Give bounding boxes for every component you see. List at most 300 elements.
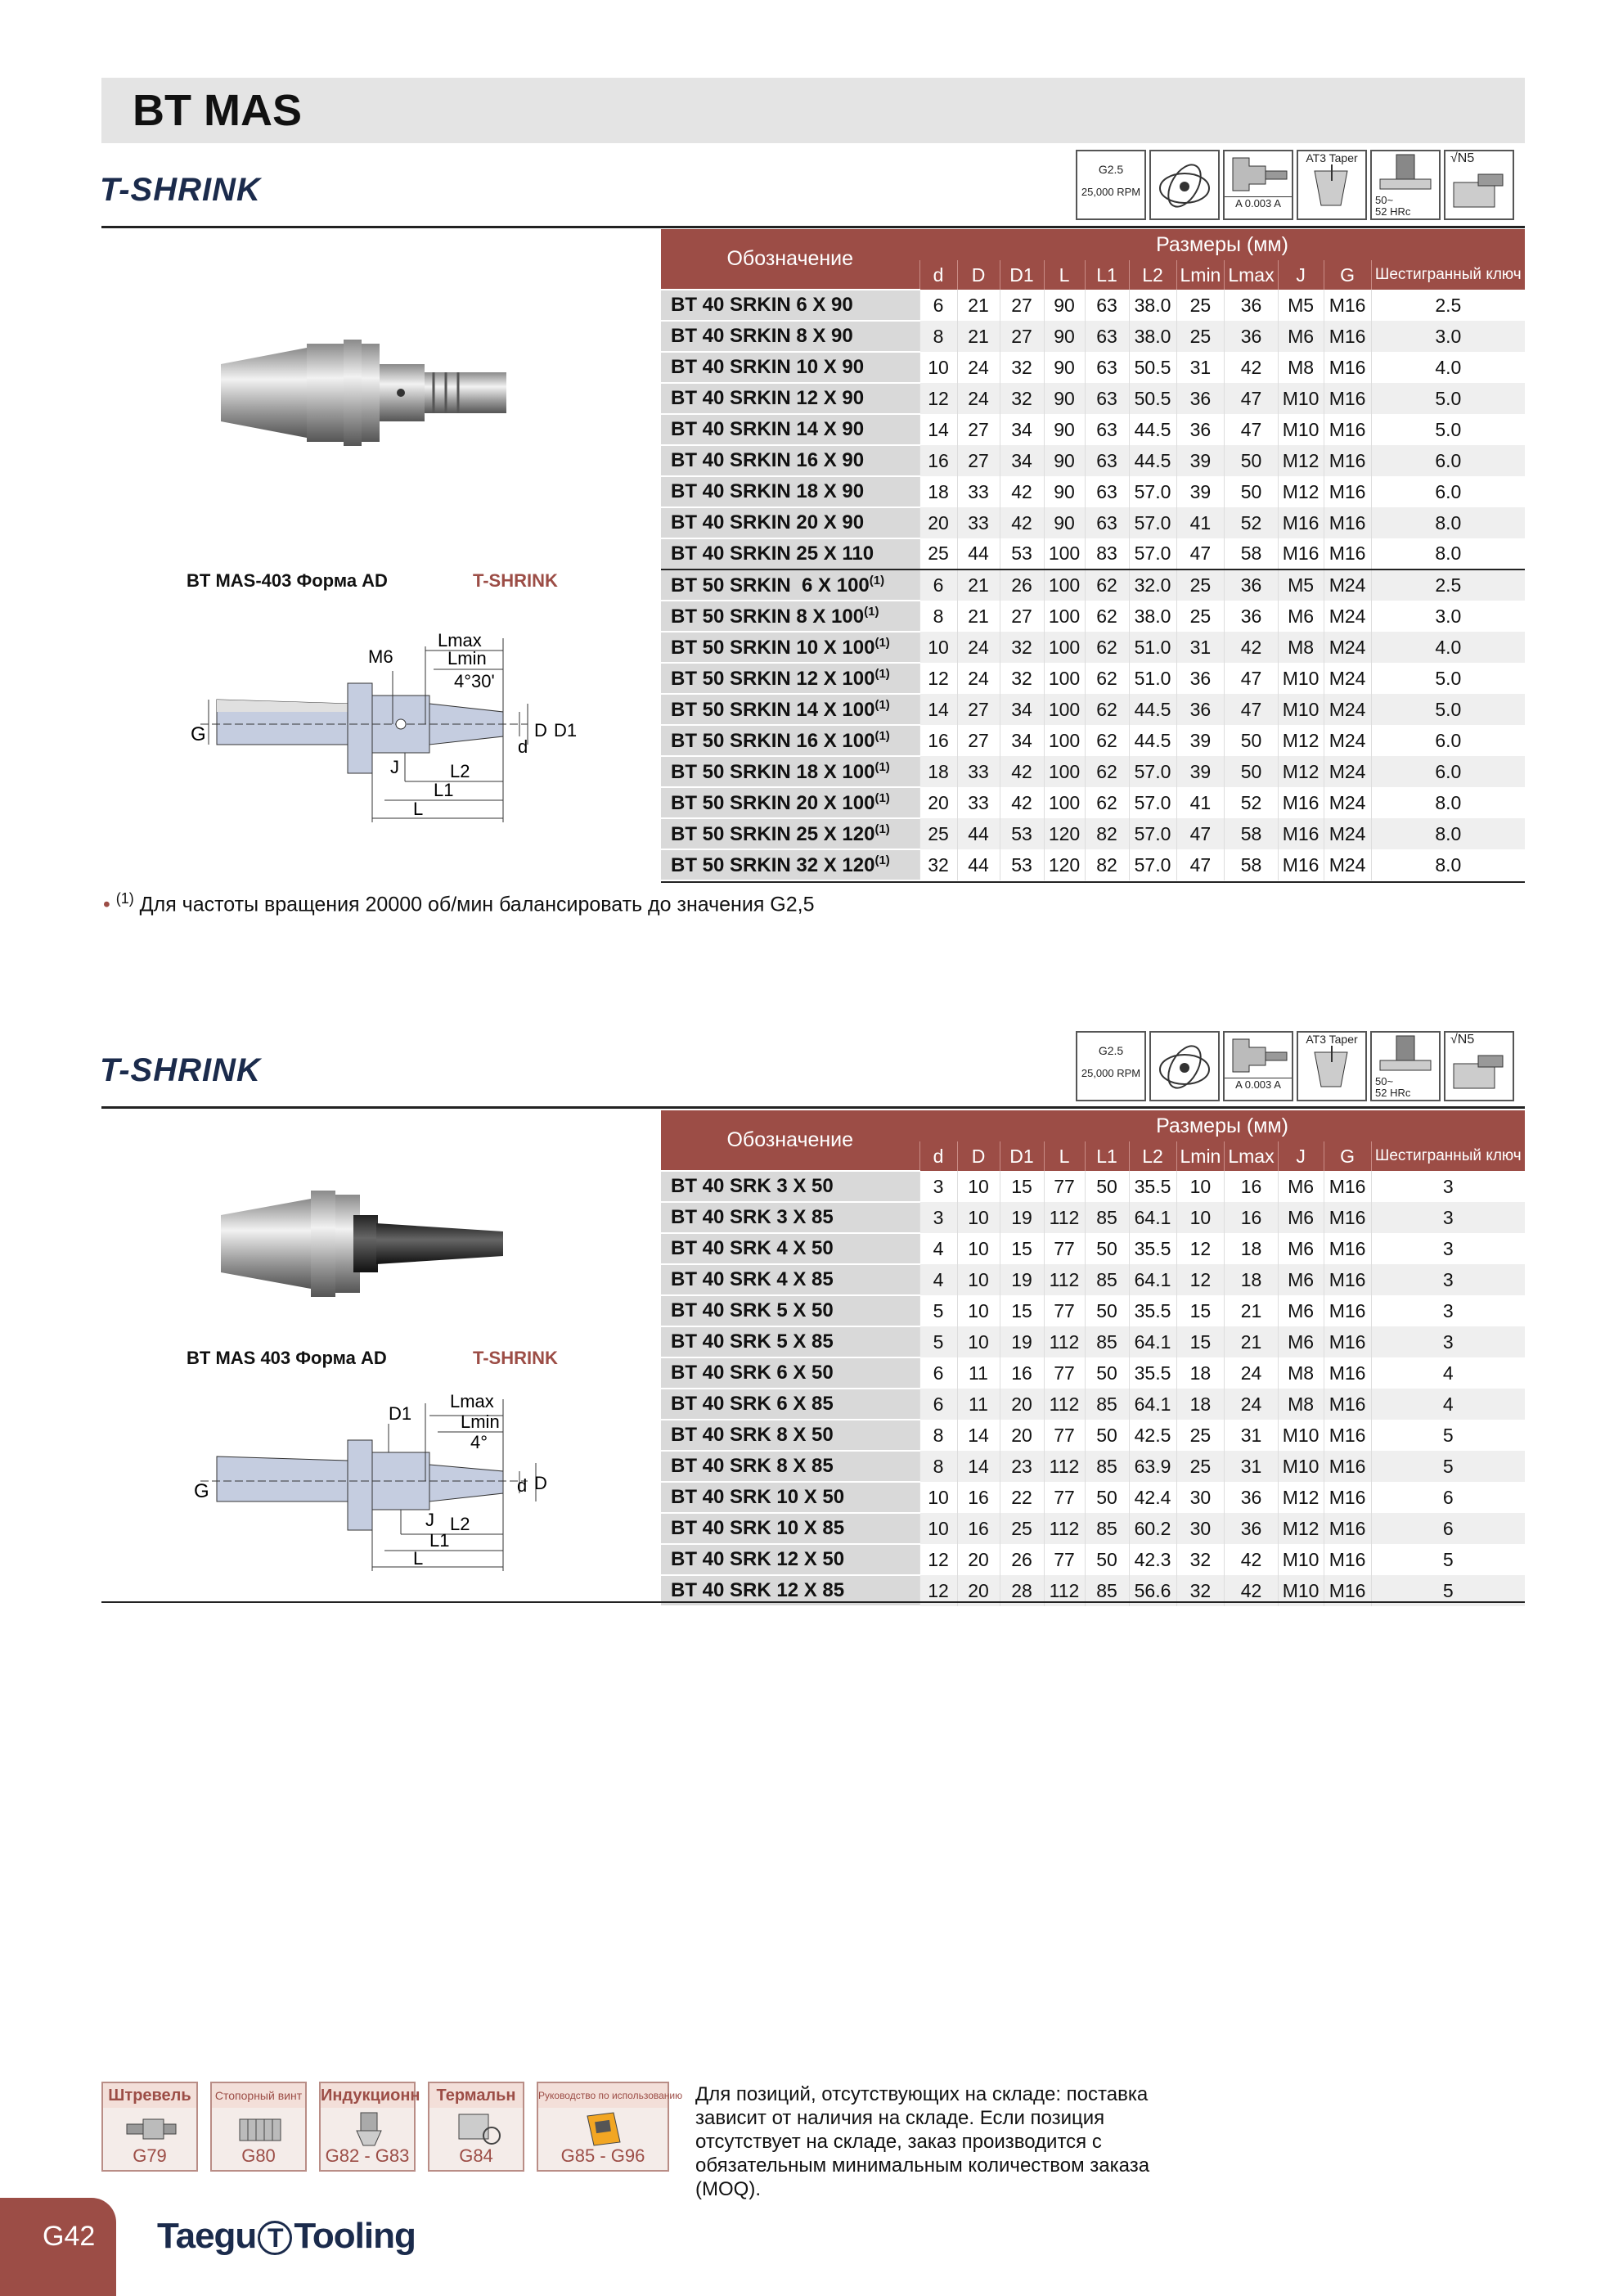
table-cell: 64.1 (1129, 1264, 1176, 1295)
table-cell: M6 (1278, 321, 1324, 352)
table-cell: 12 (1176, 1264, 1225, 1295)
table-cell: 42.3 (1129, 1544, 1176, 1575)
balance-rpm: 25,000 RPM (1081, 186, 1141, 198)
balance-grade-2: G2.5 (1098, 1044, 1124, 1057)
table-cell: 77 (1044, 1544, 1085, 1575)
table-cell: 4 (919, 1233, 957, 1264)
table-cell: 90 (1044, 414, 1085, 445)
table-cell: M16 (1324, 507, 1371, 538)
table-cell: 120 (1044, 849, 1085, 880)
table-cell: M16 (1324, 1202, 1371, 1233)
dim-d: D (534, 720, 547, 741)
table-cell: 4.0 (1371, 352, 1525, 383)
dim2-g: G (194, 1480, 209, 1502)
table-cell: 100 (1044, 538, 1085, 569)
table-cell: M6 (1278, 1171, 1324, 1202)
table-cell: 10 (1176, 1202, 1225, 1233)
table-cell: M16 (1324, 1264, 1371, 1295)
table-cell: M16 (1324, 383, 1371, 414)
column-header: D1 (1000, 260, 1044, 290)
table-cell: M24 (1324, 725, 1371, 756)
hardness-label: 50~ 52 HRc (1375, 194, 1411, 218)
item-name: BT 50 SRKIN 12 X 100 (671, 667, 875, 690)
table-cell: M10 (1278, 1575, 1324, 1606)
column-header: G (1324, 260, 1371, 290)
table-cell: 12 (919, 1575, 957, 1606)
table-cell: 112 (1044, 1202, 1085, 1233)
brand-label-1: T-SHRINK (473, 570, 558, 591)
table-cell: 10 (919, 1482, 957, 1513)
item-designation (661, 663, 919, 694)
table-row (661, 1420, 1525, 1451)
table-cell: M8 (1278, 352, 1324, 383)
table-cell: 85 (1085, 1451, 1129, 1482)
column-header: D1 (1000, 1141, 1044, 1171)
column-header: d (919, 1141, 957, 1171)
brand-logo-2: T-SHRINK (100, 1052, 261, 1088)
table-cell: 20 (1000, 1420, 1044, 1451)
item-designation (661, 1389, 919, 1420)
table-row (661, 1544, 1525, 1575)
item-designation (661, 321, 919, 352)
spec-table-2 (661, 1110, 1525, 1607)
table-cell: 15 (1000, 1171, 1044, 1202)
item-designation (661, 1171, 919, 1202)
table-cell: 16 (919, 445, 957, 476)
item-designation (661, 1420, 919, 1451)
spec-table-1 (661, 229, 1525, 881)
table-cell: 32 (1000, 383, 1044, 414)
table-cell: 15 (1176, 1295, 1225, 1326)
table-cell: 36 (1225, 601, 1278, 632)
table-cell: 120 (1044, 818, 1085, 849)
balance-icon (1076, 150, 1146, 220)
table-cell: 39 (1176, 445, 1225, 476)
dim2-d1: D1 (389, 1403, 412, 1424)
item-name: BT 40 SRK 6 X 50 (671, 1362, 834, 1384)
table-cell: 112 (1044, 1326, 1085, 1357)
table-cell: 64.1 (1129, 1202, 1176, 1233)
dim2-l: L (413, 1548, 424, 1569)
table-cell: 31 (1225, 1451, 1278, 1482)
table-row (661, 476, 1525, 507)
table-cell: 53 (1000, 538, 1044, 569)
table-cell: 52 (1225, 507, 1278, 538)
table-row (661, 383, 1525, 414)
table-row (661, 725, 1525, 756)
table-cell: 8 (919, 1420, 957, 1451)
table-cell: 36 (1225, 1482, 1278, 1513)
gyro-balance-icon-2 (1149, 1031, 1220, 1101)
company-logo (157, 2216, 416, 2257)
table-cell: 5 (1371, 1575, 1525, 1606)
table-cell: 39 (1176, 476, 1225, 507)
item-designation (661, 756, 919, 787)
table-cell: 60.2 (1129, 1513, 1176, 1544)
item-name: BT 40 SRK 6 X 85 (671, 1393, 834, 1415)
table-cell: 12 (1176, 1233, 1225, 1264)
table-cell: M10 (1278, 383, 1324, 414)
item-name: BT 50 SRKIN 14 X 100 (671, 698, 875, 721)
pull-stud-icon (123, 2113, 180, 2145)
table-cell: 47 (1225, 694, 1278, 725)
table-cell: 112 (1044, 1513, 1085, 1544)
table-cell: 58 (1225, 818, 1278, 849)
table-cell: 90 (1044, 507, 1085, 538)
table-cell: M16 (1324, 1171, 1371, 1202)
item-name: BT 50 SRKIN 18 X 100 (671, 760, 875, 783)
table-cell: 24 (957, 663, 1000, 694)
table-cell: 112 (1044, 1264, 1085, 1295)
table-cell: 90 (1044, 352, 1085, 383)
table-cell: 6 (919, 290, 957, 321)
table-cell: 38.0 (1129, 290, 1176, 321)
table-row (661, 507, 1525, 538)
table-cell: 112 (1044, 1451, 1085, 1482)
table-cell: M6 (1278, 601, 1324, 632)
table-cell: 35.5 (1129, 1233, 1176, 1264)
footnote-ref: (1) (874, 790, 890, 805)
hardness-label-2: 50~ 52 HRc (1375, 1075, 1411, 1099)
item-designation (661, 538, 919, 569)
table-cell: M16 (1278, 538, 1324, 569)
table-cell: 25 (919, 538, 957, 569)
table-cell: 16 (957, 1513, 1000, 1544)
table-cell: 62 (1085, 569, 1129, 601)
dim2-d: D (534, 1473, 547, 1493)
item-name: BT 40 SRKIN 14 X 90 (671, 418, 865, 440)
table-cell: 6 (919, 1389, 957, 1420)
table-cell: 19 (1000, 1202, 1044, 1233)
table-cell: M10 (1278, 663, 1324, 694)
table-cell: 62 (1085, 663, 1129, 694)
item-name: BT 40 SRKIN 20 X 90 (671, 511, 865, 533)
dim-m: M6 (368, 646, 393, 667)
item-designation (661, 818, 919, 849)
table-cell: 57.0 (1129, 818, 1176, 849)
item-designation (661, 1326, 919, 1357)
balance-icon-2 (1076, 1031, 1146, 1101)
table-cell: 21 (1225, 1295, 1278, 1326)
item-name: BT 40 SRK 10 X 50 (671, 1486, 845, 1508)
table-cell: M16 (1324, 321, 1371, 352)
table-cell: 27 (957, 694, 1000, 725)
table-cell: 3 (1371, 1264, 1525, 1295)
item-designation (661, 694, 919, 725)
runout-a2: A (1274, 197, 1281, 209)
nav-box-manual[interactable] (537, 2082, 683, 2172)
table-cell: 4 (1371, 1389, 1525, 1420)
table-cell: 63 (1085, 383, 1129, 414)
table-cell: 12 (919, 1544, 957, 1575)
table-row (661, 290, 1525, 321)
item-designation (661, 476, 919, 507)
table-cell: 50 (1085, 1233, 1129, 1264)
table-cell: 44 (957, 538, 1000, 569)
table-cell: 27 (1000, 601, 1044, 632)
column-header: Lmin (1176, 1141, 1225, 1171)
table-cell: 24 (1225, 1389, 1278, 1420)
table-cell: 25 (1176, 321, 1225, 352)
table-cell: 41 (1176, 787, 1225, 818)
table-cell: 82 (1085, 818, 1129, 849)
column-header: L1 (1085, 260, 1129, 290)
table-cell: 6 (1371, 1513, 1525, 1544)
table-row (661, 818, 1525, 849)
footnote-mark: (1) (115, 890, 134, 907)
surface-label-2: √N5 (1450, 1033, 1475, 1047)
footnote-ref: (1) (874, 635, 890, 650)
table-cell: 16 (1225, 1171, 1278, 1202)
table1-name-header: Обозначение (661, 229, 919, 290)
table-cell: 58 (1225, 538, 1278, 569)
item-name: BT 40 SRK 4 X 50 (671, 1237, 834, 1259)
table-cell: 15 (1000, 1233, 1044, 1264)
table-row (661, 1202, 1525, 1233)
runout-value: 0.003 (1244, 197, 1272, 209)
logo-left: Taegu (157, 2216, 257, 2256)
table-cell: M16 (1324, 445, 1371, 476)
table-cell: 44 (957, 818, 1000, 849)
table-cell: 4.0 (1371, 632, 1525, 663)
table-row (661, 569, 1525, 601)
table-cell: M8 (1278, 1357, 1324, 1389)
dim-g: G (191, 723, 206, 745)
table-cell: 36 (1225, 569, 1278, 601)
table-cell: 42.4 (1129, 1482, 1176, 1513)
table-cell: 10 (1176, 1171, 1225, 1202)
table-cell: M24 (1324, 849, 1371, 880)
item-name: BT 40 SRKIN 18 X 90 (671, 480, 865, 502)
table-cell: 10 (919, 632, 957, 663)
table-cell: 64.1 (1129, 1389, 1176, 1420)
table-cell: 33 (957, 507, 1000, 538)
runout-value-2: 0.003 (1244, 1078, 1272, 1091)
table-cell: 51.0 (1129, 632, 1176, 663)
item-name: BT 40 SRK 12 X 50 (671, 1548, 845, 1570)
nav-box-induction[interactable] (319, 2082, 420, 2172)
table-cell: 32.0 (1129, 569, 1176, 601)
table-cell: M10 (1278, 414, 1324, 445)
table-cell: 14 (957, 1420, 1000, 1451)
table-cell: M6 (1278, 1233, 1324, 1264)
table-cell: 39 (1176, 725, 1225, 756)
table-cell: 34 (1000, 445, 1044, 476)
column-header: Шестигранный ключ (1371, 260, 1525, 290)
table-cell: 8.0 (1371, 538, 1525, 569)
table-cell: 34 (1000, 414, 1044, 445)
item-designation (661, 1233, 919, 1264)
brand-logo-1: T-SHRINK (100, 172, 261, 208)
table-cell: 6.0 (1371, 476, 1525, 507)
table-cell: 18 (919, 756, 957, 787)
table-cell: 24 (957, 352, 1000, 383)
table-cell: 8.0 (1371, 849, 1525, 880)
table-cell: 21 (957, 601, 1000, 632)
footnote-ref: (1) (874, 728, 890, 743)
table-cell: 62 (1085, 632, 1129, 663)
table-cell: 5.0 (1371, 383, 1525, 414)
table-cell: 44.5 (1129, 445, 1176, 476)
table-cell: 35.5 (1129, 1357, 1176, 1389)
table-cell: 10 (919, 1513, 957, 1544)
table-cell: M16 (1278, 787, 1324, 818)
table-cell: 57.0 (1129, 849, 1176, 880)
table-cell: 53 (1000, 818, 1044, 849)
item-name: BT 40 SRK 10 X 85 (671, 1517, 845, 1539)
table-row (661, 1451, 1525, 1482)
table-cell: 2.5 (1371, 290, 1525, 321)
table-cell: 21 (957, 321, 1000, 352)
table-cell: M6 (1278, 1295, 1324, 1326)
logo-right: Tooling (294, 2216, 416, 2256)
table-cell: 35.5 (1129, 1171, 1176, 1202)
table-cell: 22 (1000, 1482, 1044, 1513)
nav-title: Индукционн (321, 2083, 414, 2108)
nav-ref: G79 (133, 2145, 167, 2166)
footnote-ref: (1) (869, 573, 885, 588)
table-cell: 20 (1000, 1389, 1044, 1420)
table-cell: 50 (1225, 756, 1278, 787)
table-cell: 5 (1371, 1420, 1525, 1451)
item-name: BT 50 SRKIN 10 X 100 (671, 636, 875, 659)
table-cell: 44.5 (1129, 694, 1176, 725)
table-cell: 77 (1044, 1233, 1085, 1264)
table-cell: 50 (1085, 1482, 1129, 1513)
balance-grade: G2.5 (1098, 163, 1124, 176)
table-cell: 3.0 (1371, 321, 1525, 352)
dim-d1: D1 (554, 720, 578, 741)
table-row (661, 694, 1525, 725)
table-cell: 24 (1225, 1357, 1278, 1389)
table-cell: 3 (919, 1202, 957, 1233)
table-cell: 50 (1085, 1171, 1129, 1202)
table-cell: M6 (1278, 1202, 1324, 1233)
table-cell: M24 (1324, 787, 1371, 818)
nav-title: Стопорный винт (212, 2083, 305, 2108)
table-cell: 15 (1000, 1295, 1044, 1326)
table1-dims-header: Размеры (мм) (919, 229, 1525, 260)
table-cell: 39 (1176, 756, 1225, 787)
table-cell: 42 (1000, 507, 1044, 538)
table-cell: 62 (1085, 787, 1129, 818)
table-cell: 100 (1044, 663, 1085, 694)
nav-box-thermal[interactable] (428, 2082, 524, 2172)
surface-finish-icon (1444, 150, 1514, 220)
nav-ref: G80 (241, 2145, 276, 2166)
table-cell: 42 (1000, 756, 1044, 787)
table-cell: 85 (1085, 1513, 1129, 1544)
table-cell: 8.0 (1371, 507, 1525, 538)
table-cell: 62 (1085, 694, 1129, 725)
item-name: BT 40 SRK 12 X 85 (671, 1579, 845, 1601)
table-cell: 18 (1225, 1264, 1278, 1295)
table-cell: 77 (1044, 1171, 1085, 1202)
table-cell: 19 (1000, 1264, 1044, 1295)
dim-j: J (390, 757, 399, 777)
dim2-lmin: Lmin (461, 1411, 500, 1432)
table-cell: 31 (1176, 352, 1225, 383)
dim-l2: L2 (450, 761, 470, 781)
table-cell: 112 (1044, 1575, 1085, 1606)
induction-icon (348, 2111, 389, 2147)
table-cell: 10 (957, 1326, 1000, 1357)
column-header: Lmax (1225, 260, 1278, 290)
item-name: BT 50 SRKIN 6 X 100 (671, 574, 870, 597)
item-designation (661, 445, 919, 476)
item-designation (661, 1513, 919, 1544)
table-cell: 25 (1176, 1451, 1225, 1482)
table-cell: 47 (1225, 414, 1278, 445)
runout-a1: A (1235, 197, 1243, 209)
nav-box-stop-screw[interactable] (210, 2082, 307, 2172)
item-name: BT 40 SRK 8 X 50 (671, 1424, 834, 1446)
table-cell: M16 (1324, 414, 1371, 445)
table-cell: 47 (1225, 663, 1278, 694)
table-cell: 30 (1176, 1513, 1225, 1544)
table-cell: 14 (919, 694, 957, 725)
table-row (661, 756, 1525, 787)
table-row (661, 352, 1525, 383)
table-cell: M12 (1278, 1482, 1324, 1513)
table-cell: 12 (919, 663, 957, 694)
table-cell: 100 (1044, 694, 1085, 725)
column-header: L (1044, 260, 1085, 290)
table-cell: M16 (1278, 818, 1324, 849)
table-cell: 47 (1176, 818, 1225, 849)
thermal-icon (449, 2111, 506, 2147)
table-row (661, 1295, 1525, 1326)
table-cell: 32 (1000, 632, 1044, 663)
table-cell: 27 (957, 725, 1000, 756)
footnote-ref: (1) (874, 853, 890, 867)
table-cell: 33 (957, 476, 1000, 507)
table-cell: M16 (1324, 1482, 1371, 1513)
table-cell: 3 (1371, 1295, 1525, 1326)
section-divider-2 (101, 1106, 1525, 1109)
table-cell: 90 (1044, 445, 1085, 476)
table-cell: 34 (1000, 725, 1044, 756)
table-cell: 3.0 (1371, 601, 1525, 632)
table-cell: 5.0 (1371, 663, 1525, 694)
dim2-l2: L2 (450, 1514, 470, 1534)
table-cell: 82 (1085, 849, 1129, 880)
table-cell: 57.0 (1129, 756, 1176, 787)
nav-box-pull-stud[interactable] (101, 2082, 198, 2172)
table-cell: 41 (1176, 507, 1225, 538)
table-cell: 18 (1225, 1233, 1278, 1264)
table-cell: M16 (1324, 1544, 1371, 1575)
table-cell: 100 (1044, 601, 1085, 632)
table-cell: 53 (1000, 849, 1044, 880)
table-cell: 10 (957, 1264, 1000, 1295)
table-cell: 11 (957, 1389, 1000, 1420)
taper-icon-2 (1297, 1031, 1367, 1101)
nav-title: Руководство по использованию (538, 2083, 668, 2108)
table-row (661, 601, 1525, 632)
product-label-1: BT MAS-403 Форма AD (187, 570, 388, 591)
item-name: BT 40 SRKIN 10 X 90 (671, 356, 865, 378)
table-cell: M12 (1278, 1513, 1324, 1544)
table-cell: 77 (1044, 1295, 1085, 1326)
table-cell: 18 (1176, 1357, 1225, 1389)
table-cell: 32 (1176, 1544, 1225, 1575)
table-cell: 38.0 (1129, 321, 1176, 352)
table-row (661, 1326, 1525, 1357)
table-cell: 63 (1085, 352, 1129, 383)
table-cell: M24 (1324, 569, 1371, 601)
table-cell: 77 (1044, 1420, 1085, 1451)
